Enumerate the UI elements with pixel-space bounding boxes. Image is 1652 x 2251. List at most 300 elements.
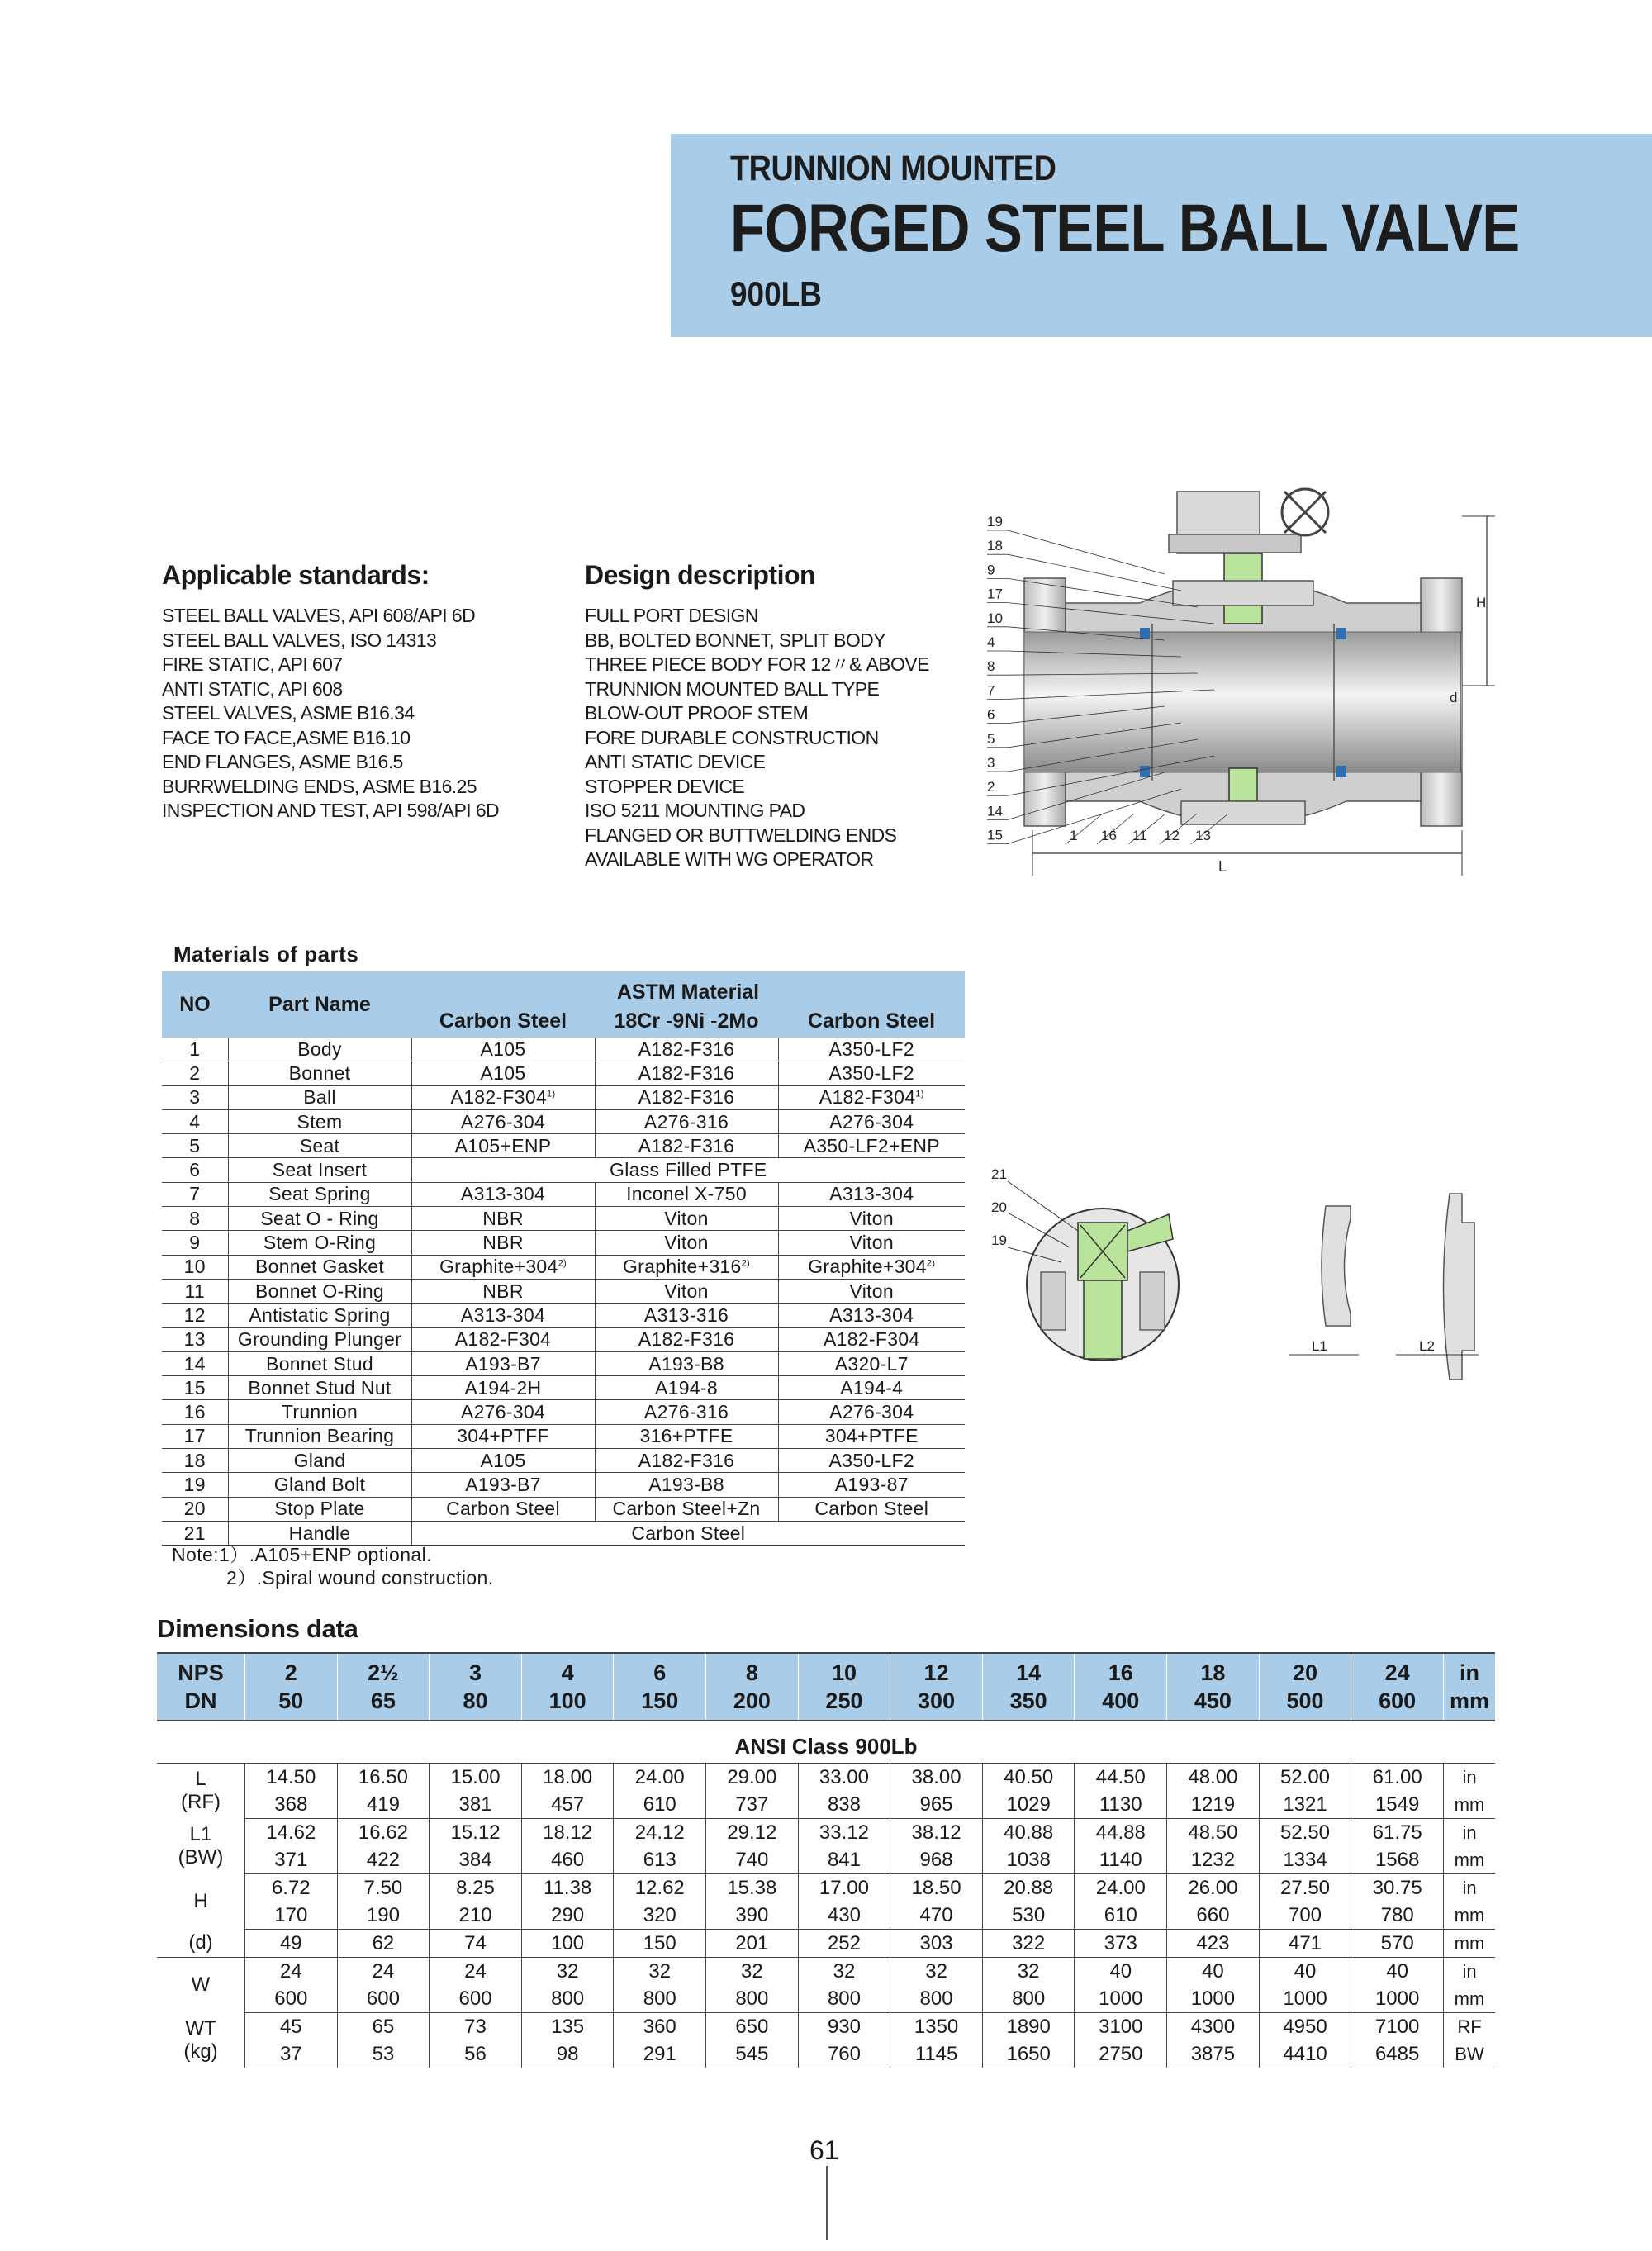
material-value (411, 1182, 595, 1206)
material-row (162, 1255, 965, 1279)
detail-label-l1: L1 (1312, 1338, 1327, 1354)
material-part-name: Handle (228, 1521, 411, 1546)
material-grade: A182-F316 (638, 1086, 735, 1109)
material-part-name: Bonnet Stud (228, 1351, 411, 1375)
material-no: 1 (162, 1038, 228, 1061)
callout-label: 7 (987, 682, 995, 699)
material-grade: A276-304 (460, 1110, 546, 1133)
dimension-value: 24.00 (614, 1764, 706, 1792)
materials-notes (172, 1543, 494, 1589)
callout-label: 5 (987, 730, 995, 747)
dimension-value: 24 (337, 1958, 430, 1986)
dimension-label-line: (BW) (178, 1846, 224, 1869)
dimension-label-line: WT (185, 2017, 216, 2040)
dimension-value: 8.25 (430, 1874, 522, 1902)
dimension-value: 1568 (1351, 1846, 1444, 1874)
material-value-merged: Carbon Steel (411, 1521, 965, 1546)
dimension-value: 32 (521, 1958, 614, 1986)
material-grade: A350-LF2+ENP (803, 1134, 940, 1156)
col-header-astm: ASTM Material (411, 971, 965, 1004)
dimension-value: 800 (614, 1985, 706, 2013)
callout-label: 3 (987, 755, 995, 771)
material-value (778, 1061, 965, 1085)
material-value (411, 1497, 595, 1521)
dimension-value: 1650 (982, 2040, 1075, 2068)
dimension-value: 32 (982, 1958, 1075, 1986)
material-grade: A276-304 (460, 1401, 546, 1423)
standard-item: FIRE STATIC, API 607 (162, 653, 343, 675)
material-value (595, 1134, 778, 1158)
dimension-value: 61.75 (1351, 1819, 1444, 1847)
nps-label: NPS (157, 1653, 245, 1687)
design-title: Design description (585, 560, 816, 590)
dimension-label (157, 1819, 245, 1874)
unit-in: in (1444, 1653, 1496, 1687)
header-pressure-class: 900LB (730, 274, 822, 313)
nps-value: 16 (1075, 1653, 1167, 1687)
material-row (162, 1231, 965, 1255)
dimension-value: 14.62 (245, 1819, 338, 1847)
dimension-value: 37 (245, 2040, 338, 2068)
material-grade: Viton (849, 1232, 894, 1254)
dimension-value: 360 (614, 2013, 706, 2041)
dimension-value: 32 (890, 1958, 983, 1986)
dimension-row (157, 1764, 1495, 1792)
nps-value: 12 (890, 1653, 983, 1687)
material-no: 11 (162, 1279, 228, 1303)
material-part-name: Seat Insert (228, 1158, 411, 1182)
material-row (162, 1134, 965, 1158)
dimension-value: 45 (245, 2013, 338, 2041)
dimension-value: 44.88 (1075, 1819, 1167, 1847)
dn-value: 600 (1351, 1687, 1444, 1721)
material-grade: Graphite+304 (439, 1256, 558, 1278)
callout-label: 4 (987, 634, 995, 650)
dimension-value: 613 (614, 1846, 706, 1874)
material-grade: A313-304 (829, 1183, 914, 1205)
dimension-value: 600 (430, 1985, 522, 2013)
dimension-value: 252 (798, 1930, 890, 1958)
dimension-value: 322 (982, 1930, 1075, 1958)
dimension-value: 11.38 (521, 1874, 614, 1902)
dimension-value: 6485 (1351, 2040, 1444, 2068)
material-grade: Carbon Steel (446, 1498, 560, 1520)
material-value (595, 1424, 778, 1448)
material-grade: A313-304 (460, 1304, 546, 1326)
material-part-name: Trunnion Bearing (228, 1424, 411, 1448)
dimension-value: 190 (337, 1902, 430, 1930)
material-no: 19 (162, 1473, 228, 1497)
dimension-value: 800 (706, 1985, 799, 2013)
dimension-value: 303 (890, 1930, 983, 1958)
material-row (162, 1497, 965, 1521)
dimension-value: 53 (337, 2040, 430, 2068)
material-no: 20 (162, 1497, 228, 1521)
dn-value: 250 (798, 1687, 890, 1721)
material-part-name: Bonnet (228, 1061, 411, 1085)
material-value (595, 1473, 778, 1497)
dn-value: 50 (245, 1687, 338, 1721)
dimension-value: 40.88 (982, 1819, 1075, 1847)
dim-label-h: H (1476, 595, 1487, 610)
dn-value: 450 (1167, 1687, 1260, 1721)
dimension-value: 40 (1259, 1958, 1351, 1986)
dimension-value: 368 (245, 1791, 338, 1819)
dimension-unit: BW (1444, 2040, 1496, 2068)
dimension-value: 150 (614, 1930, 706, 1958)
unit-mm: mm (1444, 1687, 1496, 1721)
material-grade: A194-2H (464, 1376, 542, 1399)
nps-value: 10 (798, 1653, 890, 1687)
material-value (411, 1400, 595, 1424)
dimension-label-line: H (193, 1890, 208, 1912)
material-row (162, 1521, 965, 1546)
material-grade: A182-F304 (819, 1086, 916, 1109)
detail-label-l2: L2 (1419, 1338, 1435, 1354)
material-part-name: Stop Plate (228, 1497, 411, 1521)
callout-label: 8 (987, 658, 995, 675)
dimension-value: 800 (798, 1985, 890, 2013)
material-value (595, 1497, 778, 1521)
material-grade: A105+ENP (454, 1134, 552, 1156)
col-header-carbon-steel-1: Carbon Steel (411, 1004, 595, 1038)
dimension-value: 62 (337, 1930, 430, 1958)
dimension-value: 4950 (1259, 2013, 1351, 2041)
dimension-value: 800 (521, 1985, 614, 2013)
material-value (778, 1109, 965, 1133)
dimension-value: 14.50 (245, 1764, 338, 1792)
design-item: AVAILABLE WITH WG OPERATOR (585, 848, 874, 870)
dimension-value: 40.50 (982, 1764, 1075, 1792)
material-value (595, 1400, 778, 1424)
material-grade: A182-F316 (638, 1449, 735, 1471)
design-item: TRUNNION MOUNTED BALL TYPE (585, 677, 880, 700)
nps-value: 2½ (337, 1653, 430, 1687)
callout-label: 20 (991, 1199, 1007, 1215)
nps-value: 4 (521, 1653, 614, 1687)
material-value (411, 1085, 595, 1109)
dimension-label (157, 1930, 245, 1958)
standard-item: FACE TO FACE,ASME B16.10 (162, 726, 411, 748)
standard-item: STEEL BALL VALVES, ISO 14313 (162, 629, 437, 651)
material-value (411, 1424, 595, 1448)
material-grade: A193-B7 (465, 1352, 541, 1375)
header-banner (671, 134, 1652, 337)
material-no: 21 (162, 1521, 228, 1546)
material-no: 4 (162, 1109, 228, 1133)
dimension-value: 27.50 (1259, 1874, 1351, 1902)
material-grade: Viton (849, 1280, 894, 1302)
callout-label: 10 (987, 610, 1003, 626)
dimension-row (157, 1874, 1495, 1902)
material-grade: NBR (482, 1207, 524, 1229)
material-value (778, 1449, 965, 1473)
material-grade: A313-304 (829, 1304, 914, 1326)
note-1: Note:1）.A105+ENP optional. (172, 1544, 432, 1565)
dimension-value: 800 (890, 1985, 983, 2013)
material-part-name: Stem O-Ring (228, 1231, 411, 1255)
dimension-value: 838 (798, 1791, 890, 1819)
dimension-label (157, 2013, 245, 2068)
material-value (778, 1400, 965, 1424)
dimension-value: 38.12 (890, 1819, 983, 1847)
callout-label: 12 (1164, 828, 1180, 843)
col-header-carbon-steel-2: Carbon Steel (778, 1004, 965, 1038)
design-item: THREE PIECE BODY FOR 12〃& ABOVE (585, 653, 929, 675)
material-value (595, 1038, 778, 1061)
material-value-merged: Glass Filled PTFE (411, 1158, 965, 1182)
dimension-value: 1000 (1167, 1985, 1260, 2013)
material-grade: A350-LF2 (828, 1061, 914, 1084)
material-no: 5 (162, 1134, 228, 1158)
nps-value: 14 (982, 1653, 1075, 1687)
material-row (162, 1400, 965, 1424)
dimension-value: 1321 (1259, 1791, 1351, 1819)
design-item: ISO 5211 MOUNTING PAD (585, 800, 805, 821)
col-header-part-name: Part Name (228, 971, 411, 1038)
material-value (778, 1473, 965, 1497)
material-no: 8 (162, 1207, 228, 1231)
callout-label: 21 (991, 1166, 1007, 1182)
material-no: 6 (162, 1158, 228, 1182)
material-part-name: Ball (228, 1085, 411, 1109)
dimension-row (157, 1902, 1495, 1930)
dimension-value: 430 (798, 1902, 890, 1930)
dimension-value: 32 (798, 1958, 890, 1986)
callout-label: 2 (987, 779, 995, 795)
material-part-name: Seat Spring (228, 1182, 411, 1206)
material-value (595, 1182, 778, 1206)
dimension-value: 780 (1351, 1902, 1444, 1930)
material-row (162, 1038, 965, 1061)
dimension-value: 16.62 (337, 1819, 430, 1847)
callout-label: 11 (1132, 828, 1147, 843)
material-grade: Graphite+316 (622, 1256, 742, 1278)
dimension-unit: mm (1444, 1846, 1496, 1874)
material-value (595, 1207, 778, 1231)
material-grade: A193-B7 (465, 1473, 541, 1495)
material-no: 7 (162, 1182, 228, 1206)
material-grade: A193-B8 (648, 1473, 724, 1495)
material-grade: A313-316 (643, 1304, 729, 1326)
standards-list (162, 604, 499, 824)
material-grade: 316+PTFE (639, 1425, 733, 1447)
dimension-value: 48.00 (1167, 1764, 1260, 1792)
dimension-value: 460 (521, 1846, 614, 1874)
dimension-value: 15.38 (706, 1874, 799, 1902)
material-value (411, 1449, 595, 1473)
dimension-value: 98 (521, 2040, 614, 2068)
dimension-value: 52.50 (1259, 1819, 1351, 1847)
design-item: ANTI STATIC DEVICE (585, 751, 766, 772)
dimension-value: 40 (1075, 1958, 1167, 1986)
dn-row (157, 1687, 1495, 1721)
material-value (595, 1449, 778, 1473)
material-value (411, 1376, 595, 1400)
dimension-value: 26.00 (1167, 1874, 1260, 1902)
material-grade: A182-F304 (454, 1328, 552, 1351)
dimensions-table (157, 1652, 1495, 2068)
material-value (595, 1109, 778, 1133)
dimension-label-line: (d) (188, 1931, 213, 1954)
col-header-stainless: 18Cr -9Ni -2Mo (595, 1004, 778, 1038)
material-row (162, 1279, 965, 1303)
material-value (778, 1497, 965, 1521)
dimension-value: 32 (706, 1958, 799, 1986)
material-part-name: Stem (228, 1109, 411, 1133)
material-value (411, 1134, 595, 1158)
dimension-value: 20.88 (982, 1874, 1075, 1902)
material-grade: Carbon Steel+Zn (612, 1498, 761, 1520)
material-grade: Viton (664, 1280, 709, 1302)
dn-value: 150 (614, 1687, 706, 1721)
nps-value: 8 (706, 1653, 799, 1687)
material-value (595, 1231, 778, 1255)
material-part-name: Gland (228, 1449, 411, 1473)
material-grade: A350-LF2 (828, 1449, 914, 1471)
dimension-row (157, 1930, 1495, 1958)
material-value (411, 1304, 595, 1327)
dimension-value: 800 (982, 1985, 1075, 2013)
design-item: BB, BOLTED BONNET, SPLIT BODY (585, 629, 885, 651)
material-grade: A105 (480, 1061, 526, 1084)
material-row (162, 1351, 965, 1375)
nps-value: 24 (1351, 1653, 1444, 1687)
material-value (778, 1351, 965, 1375)
material-grade: Viton (664, 1232, 709, 1254)
material-row (162, 1109, 965, 1133)
dimension-value: 371 (245, 1846, 338, 1874)
material-row (162, 1424, 965, 1448)
dimension-value: 600 (245, 1985, 338, 2013)
material-no: 12 (162, 1304, 228, 1327)
material-row (162, 1304, 965, 1327)
material-value (595, 1304, 778, 1327)
dn-value: 80 (430, 1687, 522, 1721)
dimension-unit: mm (1444, 1791, 1496, 1819)
material-grade: A276-304 (829, 1401, 914, 1423)
nps-value: 6 (614, 1653, 706, 1687)
dimension-value: 32 (614, 1958, 706, 1986)
material-no: 16 (162, 1400, 228, 1424)
material-grade: A105 (480, 1038, 526, 1060)
material-grade: A320-L7 (834, 1352, 909, 1375)
material-value (411, 1061, 595, 1085)
material-value (411, 1038, 595, 1061)
material-row (162, 1085, 965, 1109)
material-grade: NBR (482, 1280, 524, 1302)
material-grade: Viton (664, 1207, 709, 1229)
nps-value: 18 (1167, 1653, 1260, 1687)
standard-item: INSPECTION AND TEST, API 598/API 6D (162, 800, 500, 821)
dim-label-d: d (1450, 690, 1458, 705)
material-grade: 304+PTFE (824, 1425, 919, 1447)
valve-cross-section-drawing (975, 483, 1520, 880)
dimension-value: 40 (1351, 1958, 1444, 1986)
dimension-value: 7100 (1351, 2013, 1444, 2041)
dn-value: 200 (706, 1687, 799, 1721)
material-grade: Carbon Steel (814, 1498, 929, 1520)
material-row (162, 1061, 965, 1085)
dimension-value: 49 (245, 1930, 338, 1958)
material-value (778, 1182, 965, 1206)
material-footnote-ref: 1) (915, 1089, 924, 1099)
design-item: FLANGED OR BUTTWELDING ENDS (585, 824, 897, 846)
material-row (162, 1473, 965, 1497)
dimension-value: 381 (430, 1791, 522, 1819)
material-row (162, 1327, 965, 1351)
dimension-value: 419 (337, 1791, 430, 1819)
dimension-value: 24 (430, 1958, 522, 1986)
material-part-name: Bonnet Gasket (228, 1255, 411, 1279)
design-item: FULL PORT DESIGN (585, 605, 758, 626)
material-grade: A350-LF2 (828, 1038, 914, 1060)
dimension-value: 384 (430, 1846, 522, 1874)
dimension-value: 29.12 (706, 1819, 799, 1847)
dimension-value: 24.00 (1075, 1874, 1167, 1902)
dimension-value: 1029 (982, 1791, 1075, 1819)
dimension-value: 1350 (890, 2013, 983, 2041)
material-footnote-ref: 2) (741, 1258, 750, 1269)
dimension-row (157, 1985, 1495, 2013)
callout-label: 19 (987, 514, 1003, 530)
dimension-label-line: (kg) (183, 2040, 218, 2063)
dimension-unit: mm (1444, 1930, 1496, 1958)
dimension-unit: mm (1444, 1985, 1496, 2013)
material-row (162, 1182, 965, 1206)
material-grade: A182-F304 (824, 1328, 920, 1351)
dimension-value: 1890 (982, 2013, 1075, 2041)
nps-value: 3 (430, 1653, 522, 1687)
dimensions-title: Dimensions data (157, 1614, 358, 1643)
material-no: 15 (162, 1376, 228, 1400)
material-grade: A182-F316 (638, 1328, 735, 1351)
dimension-value: 17.00 (798, 1874, 890, 1902)
dimension-value: 52.00 (1259, 1764, 1351, 1792)
material-footnote-ref: 1) (547, 1089, 556, 1099)
material-footnote-ref: 2) (926, 1258, 936, 1269)
material-value (411, 1255, 595, 1279)
material-value (411, 1109, 595, 1133)
material-value (411, 1327, 595, 1351)
dimension-value: 422 (337, 1846, 430, 1874)
material-no: 2 (162, 1061, 228, 1085)
material-no: 3 (162, 1085, 228, 1109)
dn-value: 350 (982, 1687, 1075, 1721)
dimension-value: 740 (706, 1846, 799, 1874)
dimension-value: 201 (706, 1930, 799, 1958)
dimension-value: 530 (982, 1902, 1075, 1930)
dimension-value: 73 (430, 2013, 522, 2041)
material-no: 10 (162, 1255, 228, 1279)
dimension-value: 44.50 (1075, 1764, 1167, 1792)
materials-title: Materials of parts (173, 942, 359, 966)
dn-value: 100 (521, 1687, 614, 1721)
dimension-value: 373 (1075, 1930, 1167, 1958)
dimension-value: 30.75 (1351, 1874, 1444, 1902)
dimension-value: 65 (337, 2013, 430, 2041)
nps-value: 20 (1259, 1653, 1351, 1687)
dimension-value: 29.00 (706, 1764, 799, 1792)
material-footnote-ref: 2) (558, 1258, 567, 1269)
callout-label: 19 (991, 1232, 1007, 1248)
dimension-value: 965 (890, 1791, 983, 1819)
dimension-value: 4300 (1167, 2013, 1260, 2041)
callout-label: 18 (987, 538, 1003, 554)
material-value (778, 1038, 965, 1061)
callout-label: 1 (1070, 828, 1078, 843)
dimension-value: 2750 (1075, 2040, 1167, 2068)
